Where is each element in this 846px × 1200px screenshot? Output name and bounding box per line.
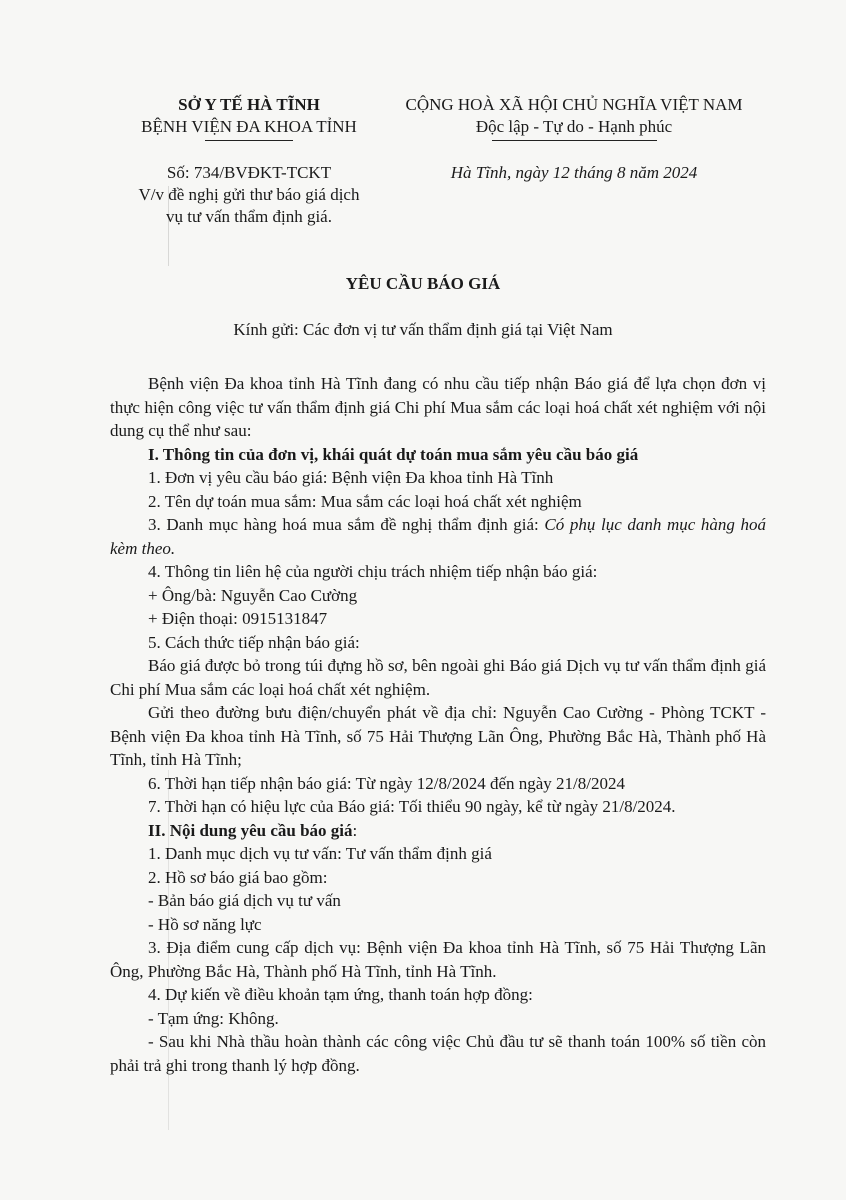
section-heading: [110, 819, 766, 843]
list-item-note: Có phụ lục danh mục hàng hoá kèm theo.: [110, 515, 767, 558]
subject-line: vụ tư vấn thẩm định giá.: [166, 207, 332, 226]
divider: [492, 140, 657, 141]
subject-line: V/v đề nghị gửi thư báo giá dịch: [138, 185, 360, 204]
national-heading: [378, 94, 770, 141]
recipient-line: Kính gửi: Các đơn vị tư vấn thẩm định giá tại Việt Nam: [233, 320, 613, 339]
list-item: 5. Cách thức tiếp nhận báo giá:: [148, 632, 360, 652]
paragraph: Báo giá được bỏ trong túi đựng hồ sơ, bên ngoài ghi Báo giá Dịch vụ tư vấn thẩm định giá Chi phí Mua sắm các loại hoá chất xét nghiệm.: [110, 656, 766, 699]
sub-item: - Tạm ứng: Không.: [148, 1008, 279, 1028]
list-item: 4. Thông tin liên hệ của người chịu trách nhiệm tiếp nhận báo giá:: [148, 562, 598, 581]
list-item: 2. Tên dự toán mua sắm: Mua sắm các loại hoá chất xét nghiệm: [148, 491, 582, 511]
list-item: 2. Hồ sơ báo giá bao gồm:: [148, 867, 328, 887]
divider: [205, 140, 293, 141]
document-title: YÊU CẦU BÁO GIÁ: [345, 274, 501, 293]
document-body: [110, 372, 766, 1077]
sub-item: - Sau khi Nhà thầu hoàn thành các công việc Chủ đầu tư sẽ thanh toán 100% số tiền còn phải trả ghi trong thanh lý hợp đồng.: [110, 1032, 766, 1075]
list-item: [110, 513, 766, 560]
sub-item: - Bản báo giá dịch vụ tư vấn: [148, 891, 341, 910]
contact-phone: + Điện thoại: 0915131847: [148, 609, 328, 628]
document-number: Số: 734/BVĐKT-TCKT: [166, 163, 332, 182]
list-item: 6. Thời hạn tiếp nhận báo giá: Từ ngày 12/8/2024 đến ngày 21/8/2024: [148, 773, 625, 793]
reference-block: [104, 162, 394, 228]
list-item: 7. Thời hạn có hiệu lực của Báo giá: Tối thiểu 90 ngày, kể từ ngày 21/8/2024.: [148, 797, 676, 816]
issuer-block: [104, 94, 394, 141]
intro-paragraph: Bệnh viện Đa khoa tỉnh Hà Tĩnh đang có nhu cầu tiếp nhận Báo giá để lựa chọn đơn vị thực hiện công việc tư vấn thẩm định giá Chi phí Mua sắm các loại hoá chất xét nghiệm với nội dung cụ thể như sau:: [110, 374, 766, 440]
paragraph: Gửi theo đường bưu điện/chuyển phát về địa chỉ: Nguyễn Cao Cường - Phòng TCKT - Bệnh viện Đa khoa tỉnh Hà Tĩnh, số 75 Hải Thượng Lãn Ông, Phường Bắc Hà, Thành phố Hà Tĩnh, tỉnh Hà Tĩnh;: [110, 703, 766, 769]
list-item: 3. Địa điểm cung cấp dịch vụ: Bệnh viện Đa khoa tỉnh Hà Tĩnh, số 75 Hải Thượng Lãn Ông, Phường Bắc Hà, Thành phố Hà Tĩnh, tỉnh Hà Tĩnh.: [110, 938, 766, 981]
motto: Độc lập - Tự do - Hạnh phúc: [475, 117, 673, 136]
section-heading-text: II. Nội dung yêu cầu báo giá: [148, 820, 353, 840]
list-item: 4. Dự kiến về điều khoản tạm ứng, thanh toán hợp đồng:: [148, 985, 533, 1004]
section-heading: I. Thông tin của đơn vị, khái quát dự toán mua sắm yêu cầu báo giá: [148, 444, 639, 464]
section-heading-colon: :: [352, 820, 358, 840]
list-item: 1. Đơn vị yêu cầu báo giá: Bệnh viện Đa khoa tỉnh Hà Tĩnh: [148, 468, 554, 487]
list-item: 1. Danh mục dịch vụ tư vấn: Tư vấn thẩm định giá: [148, 844, 492, 863]
issuer-parent: SỞ Y TẾ HÀ TĨNH: [178, 95, 320, 114]
sub-item: - Hồ sơ năng lực: [148, 914, 262, 934]
list-item-text: 3. Danh mục hàng hoá mua sắm đề nghị thẩm định giá:: [148, 515, 545, 534]
document-date: Hà Tĩnh, ngày 12 tháng 8 năm 2024: [450, 163, 698, 182]
issuer-name: BỆNH VIỆN ĐA KHOA TỈNH: [141, 117, 357, 136]
country-name: CỘNG HOÀ XÃ HỘI CHỦ NGHĨA VIỆT NAM: [405, 95, 743, 114]
contact-name: + Ông/bà: Nguyễn Cao Cường: [148, 585, 358, 605]
